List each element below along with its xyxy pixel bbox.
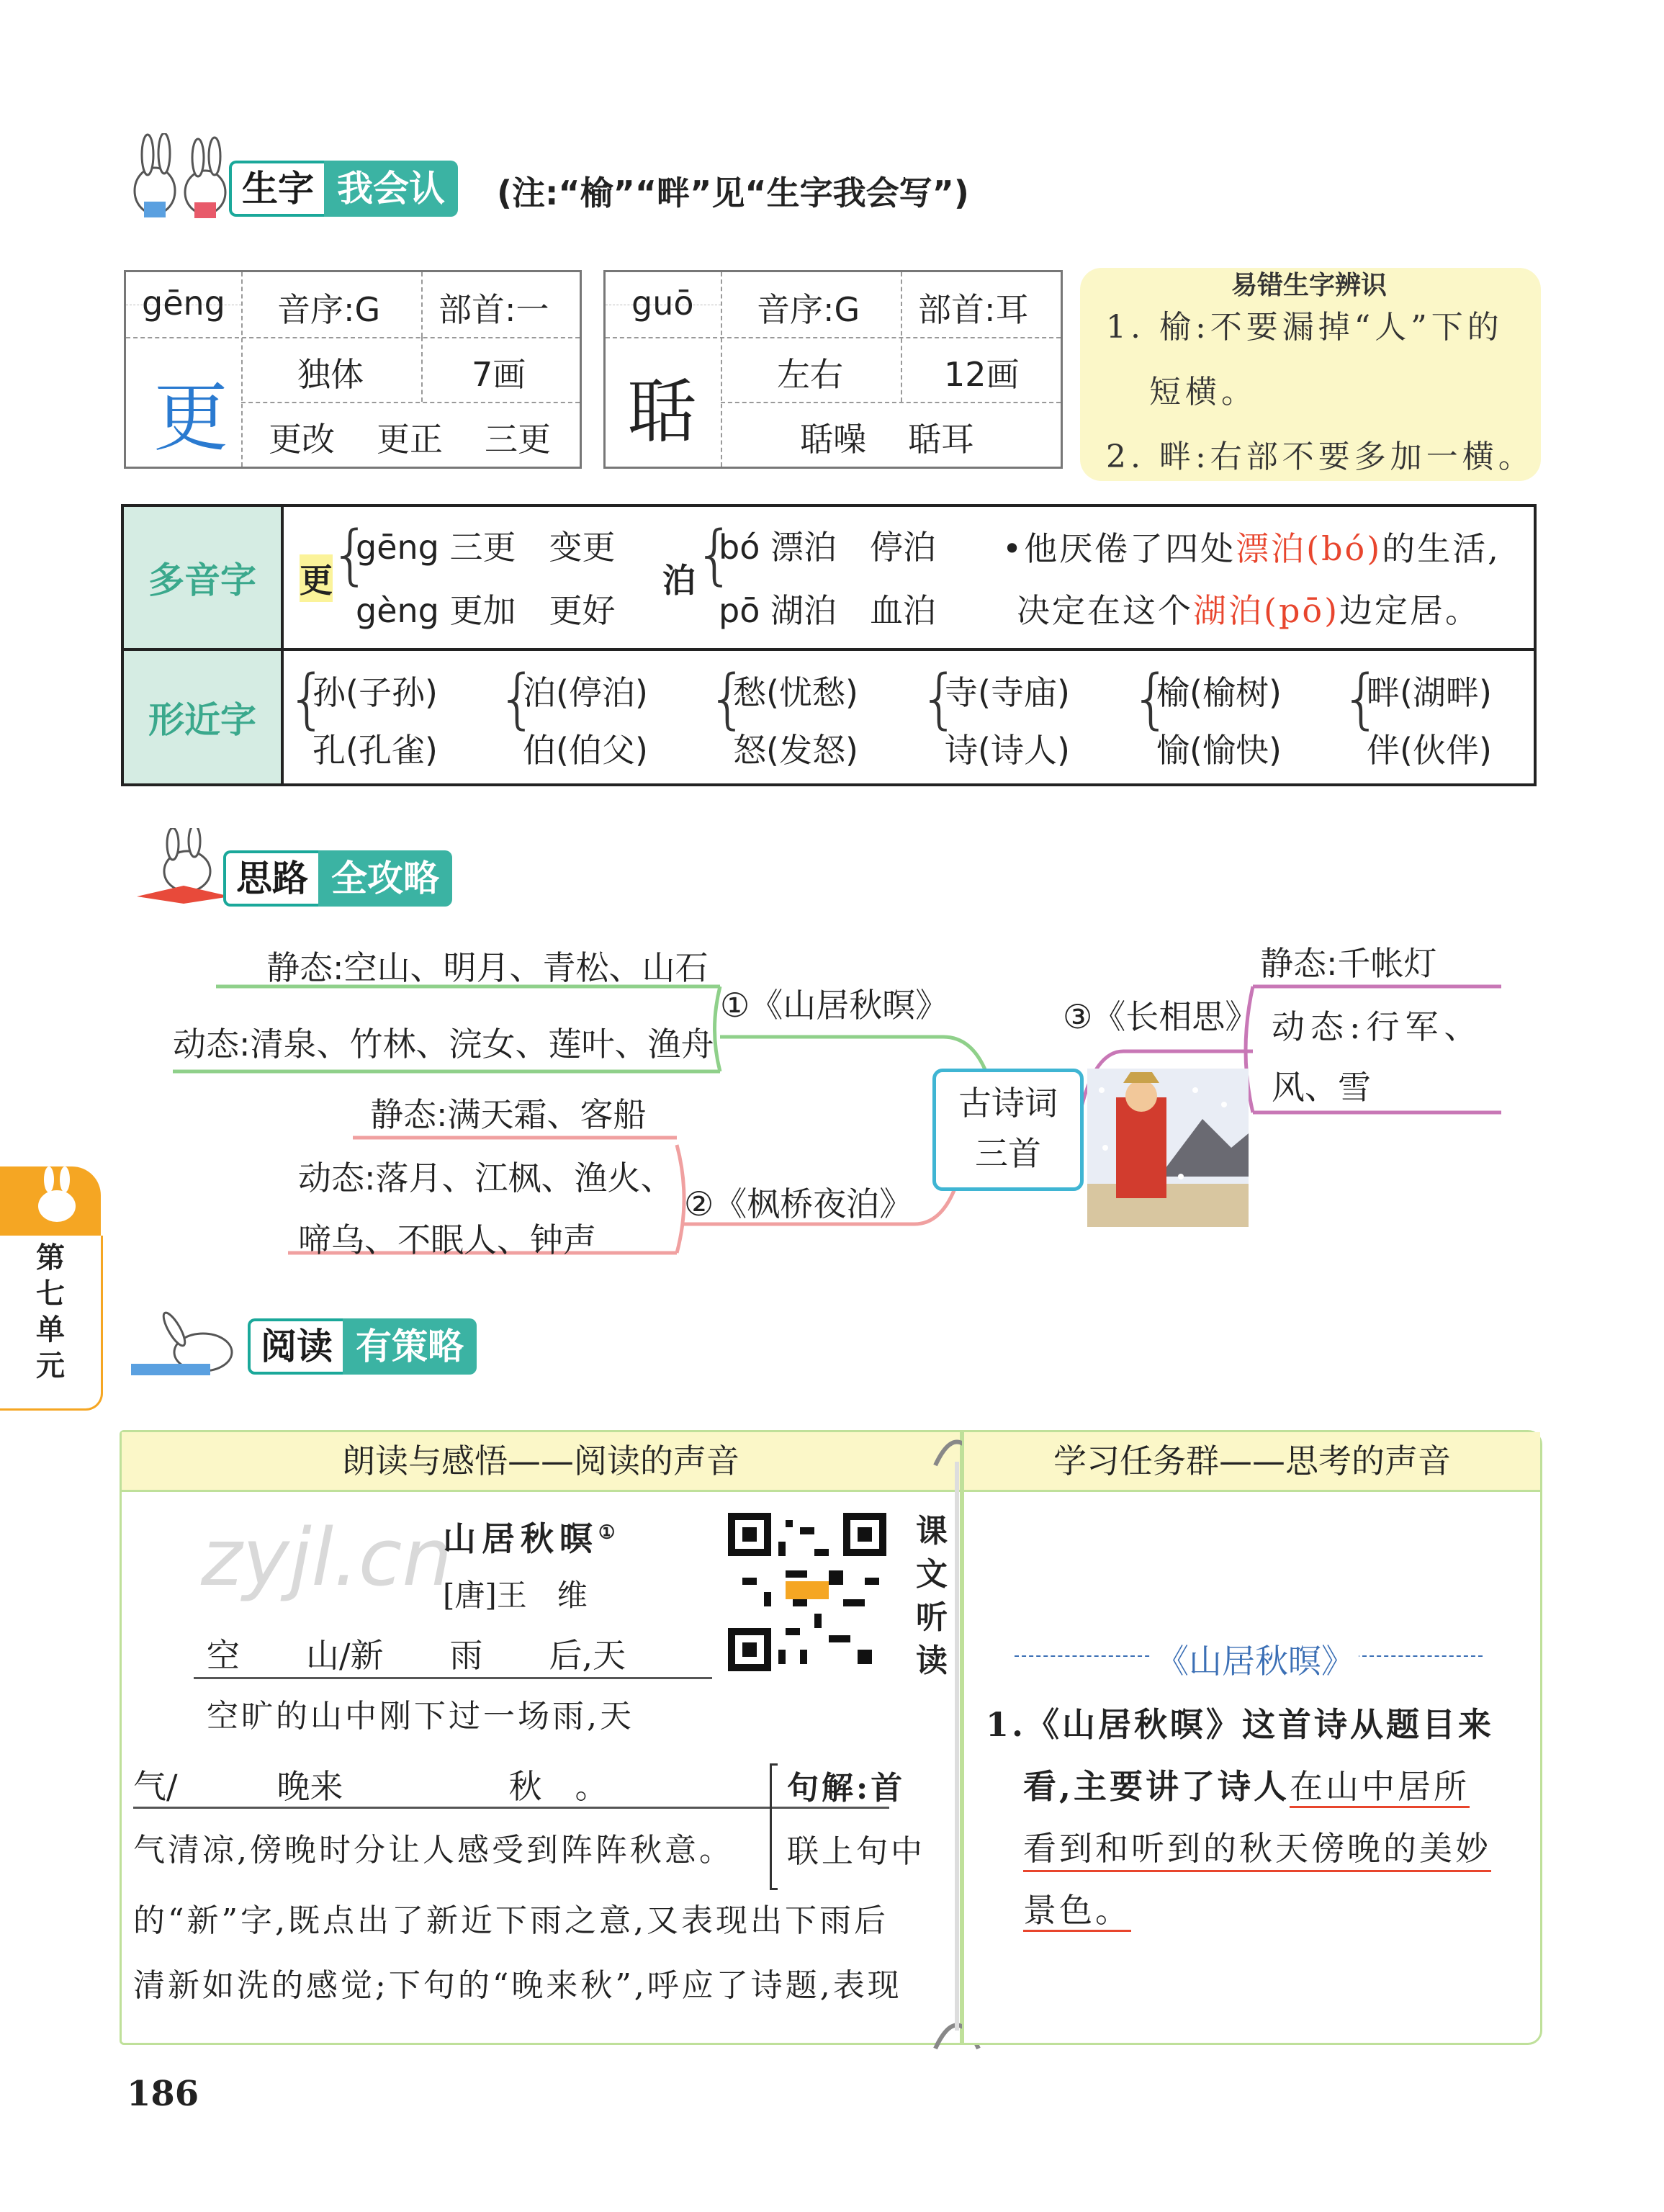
- phonetic-order: 音序:G: [757, 290, 860, 329]
- p2-title: ②《枫桥夜泊》: [684, 1184, 913, 1223]
- similar-pair-4-a: 寺(寺庙): [945, 673, 1070, 712]
- bo-reading-1: bó 漂泊 停泊: [719, 528, 936, 567]
- tip-line-1b: 短横。: [1149, 374, 1257, 410]
- p2-dynamic-1: 动态:落月、江枫、渔火、: [298, 1159, 674, 1197]
- section-title-sub: 有策略: [343, 1318, 477, 1375]
- example-sentence-2: 决定在这个湖泊(pō)边定居。: [1017, 591, 1481, 630]
- reading-right-panel: [962, 1430, 1542, 2045]
- similar-pair-2-a: 泊(停泊): [523, 673, 648, 712]
- pinyin: guō: [631, 284, 694, 323]
- poem-title: 山居秋暝①: [443, 1519, 621, 1558]
- similar-label: 形近字: [124, 651, 281, 783]
- question-line-2: 看,主要讲了诗人在山中居所: [1023, 1761, 1470, 1808]
- big-character: 聒: [627, 372, 696, 452]
- polyphone-label: 多音字: [124, 507, 281, 648]
- reading-right-header: 学习任务群——思考的声音: [964, 1432, 1540, 1492]
- bunny-lying-icon: [124, 1308, 253, 1380]
- poem-line-1: 空 山/新 雨 后,天: [207, 1636, 626, 1675]
- mind-map-center: 古诗词 三首: [932, 1069, 1084, 1191]
- geng-reading-2: gèng 更加 更好: [356, 591, 616, 630]
- stroke-count: 12画: [944, 355, 1020, 394]
- question-line-4: 景色。: [1023, 1884, 1131, 1932]
- word-2: 聒耳: [908, 420, 974, 459]
- polyphone-char-bo: 泊: [662, 561, 696, 600]
- similar-pair-6-a: 畔(湖畔): [1367, 673, 1492, 712]
- similar-pair-1-a: 孙(子孙): [312, 673, 438, 712]
- sentence-note-a: 句解:首: [787, 1770, 906, 1807]
- question-line-1: 1.《山居秋暝》这首诗从题目来: [986, 1705, 1495, 1744]
- soldier-snow-illustration: [1087, 1069, 1249, 1227]
- p3-static: 静态:千帐灯: [1260, 944, 1437, 983]
- pinyin: gēng: [142, 284, 225, 323]
- similar-pair-3-b: 怒(发怒): [733, 731, 858, 770]
- p3-dynamic-1: 动态:行军、: [1272, 1007, 1483, 1046]
- task-subtitle: 《山居秋暝》: [1151, 1635, 1359, 1683]
- bo-reading-2: pō 湖泊 血泊: [719, 591, 936, 630]
- poem-author: [唐]王 维: [443, 1578, 588, 1613]
- word-3: 三更: [485, 420, 551, 459]
- poem-line-2: 气/ 晚来 秋 。: [133, 1767, 608, 1806]
- gloss-line-2: 气清凉,傍晚时分让人感受到阵阵秋意。: [133, 1832, 734, 1869]
- gloss-line-1: 空旷的山中刚下过一场雨,天: [207, 1698, 634, 1735]
- big-character: 更: [153, 374, 229, 462]
- p2-static: 静态:满天霜、客船: [370, 1095, 647, 1134]
- word-2: 更正: [377, 420, 443, 459]
- phonetic-order: 音序:G: [277, 290, 381, 329]
- bunny-face-icon: [32, 1166, 82, 1224]
- similar-pair-5-a: 榆(榆树): [1156, 673, 1282, 712]
- reading-left-header: 朗读与感悟——阅读的声音: [122, 1432, 960, 1492]
- word-1: 聒噪: [800, 420, 866, 459]
- question-line-3: 看到和听到的秋天傍晚的美妙: [1023, 1822, 1491, 1872]
- section-note: (注:“榆”“畔”见“生字我会写”): [497, 174, 969, 212]
- page-number: 186: [127, 2074, 199, 2114]
- sentence-note-b: 联上句中: [787, 1833, 925, 1870]
- tips-title: 易错生字辨识: [1231, 271, 1388, 300]
- similar-pair-3-a: 愁(忧愁): [733, 673, 858, 712]
- p2-dynamic-2: 啼乌、不眠人、钟声: [298, 1220, 596, 1259]
- structure: 独体: [297, 355, 364, 394]
- similar-pair-1-b: 孔(孔雀): [312, 731, 438, 770]
- tip-line-2: 2. 畔:右部不要多加一横。: [1106, 439, 1534, 475]
- stroke-count: 7画: [472, 355, 526, 394]
- explanation-line-1: 的“新”字,既点出了新近下雨之意,又表现出下雨后: [133, 1902, 889, 1939]
- similar-pair-6-b: 伴(伙伴): [1367, 731, 1492, 770]
- section-title-main: 生字: [229, 161, 324, 217]
- similar-pair-2-b: 伯(伯父): [523, 731, 648, 770]
- radical: 部首:耳: [918, 290, 1029, 329]
- p1-dynamic: 动态:清泉、竹林、浣女、莲叶、渔舟: [173, 1025, 714, 1064]
- polyphone-similar-table: 多音字 形近字 更 { gēng 三更 变更 gèng 更加 更好 泊 { bó 漂泊 停泊 pō 湖泊 血泊 •他厌倦了四处漂泊(bó)的生活, 决定在这个湖泊(pō)边定居。 { 孙(子孙) 孔(孔雀) { 泊(停泊) 伯(伯父) { 愁(忧愁) 怒(发怒) { 寺(寺庙) 诗(诗人) { 榆(榆树) 愉(愉快) { 畔(湖畔) 伴(伙伴): [121, 504, 1537, 786]
- section-header-reading: [248, 1316, 477, 1377]
- radical: 部首:一: [439, 290, 549, 329]
- explanation-line-2: 清新如洗的感觉;下句的“晚来秋”,呼应了诗题,表现: [133, 1967, 902, 2004]
- section-title-sub: 全攻略: [318, 850, 452, 907]
- word-1: 更改: [269, 420, 335, 459]
- p1-title: ①《山居秋暝》: [720, 986, 949, 1025]
- reading-left-panel: [120, 1430, 962, 2045]
- example-sentence-1: •他厌倦了四处漂泊(bó)的生活,: [1002, 529, 1501, 568]
- p1-static: 静态:空山、明月、青松、山石: [266, 948, 709, 987]
- similar-pair-5-b: 愉(愉快): [1156, 731, 1282, 770]
- structure: 左右: [777, 355, 843, 394]
- similar-pair-4-b: 诗(诗人): [945, 731, 1070, 770]
- qr-code[interactable]: [728, 1513, 886, 1671]
- watermark: zyjl.cn: [201, 1511, 453, 1604]
- geng-reading-1: gēng 三更 变更: [356, 528, 616, 567]
- tip-line-1a: 1. 榆:不要漏掉“人”下的: [1106, 309, 1503, 346]
- section-title-sub: 我会认: [324, 161, 458, 217]
- polyphone-char-geng: 更: [300, 554, 333, 602]
- unit-label: 第 七 单 元: [0, 1236, 103, 1411]
- p3-title: ③《长相思》: [1063, 997, 1259, 1036]
- section-title-main: 思路: [223, 850, 318, 907]
- section-title-main: 阅读: [248, 1318, 343, 1375]
- p3-dynamic-2: 风、雪: [1272, 1068, 1371, 1107]
- listen-label: 课 文 听 读: [916, 1513, 948, 1679]
